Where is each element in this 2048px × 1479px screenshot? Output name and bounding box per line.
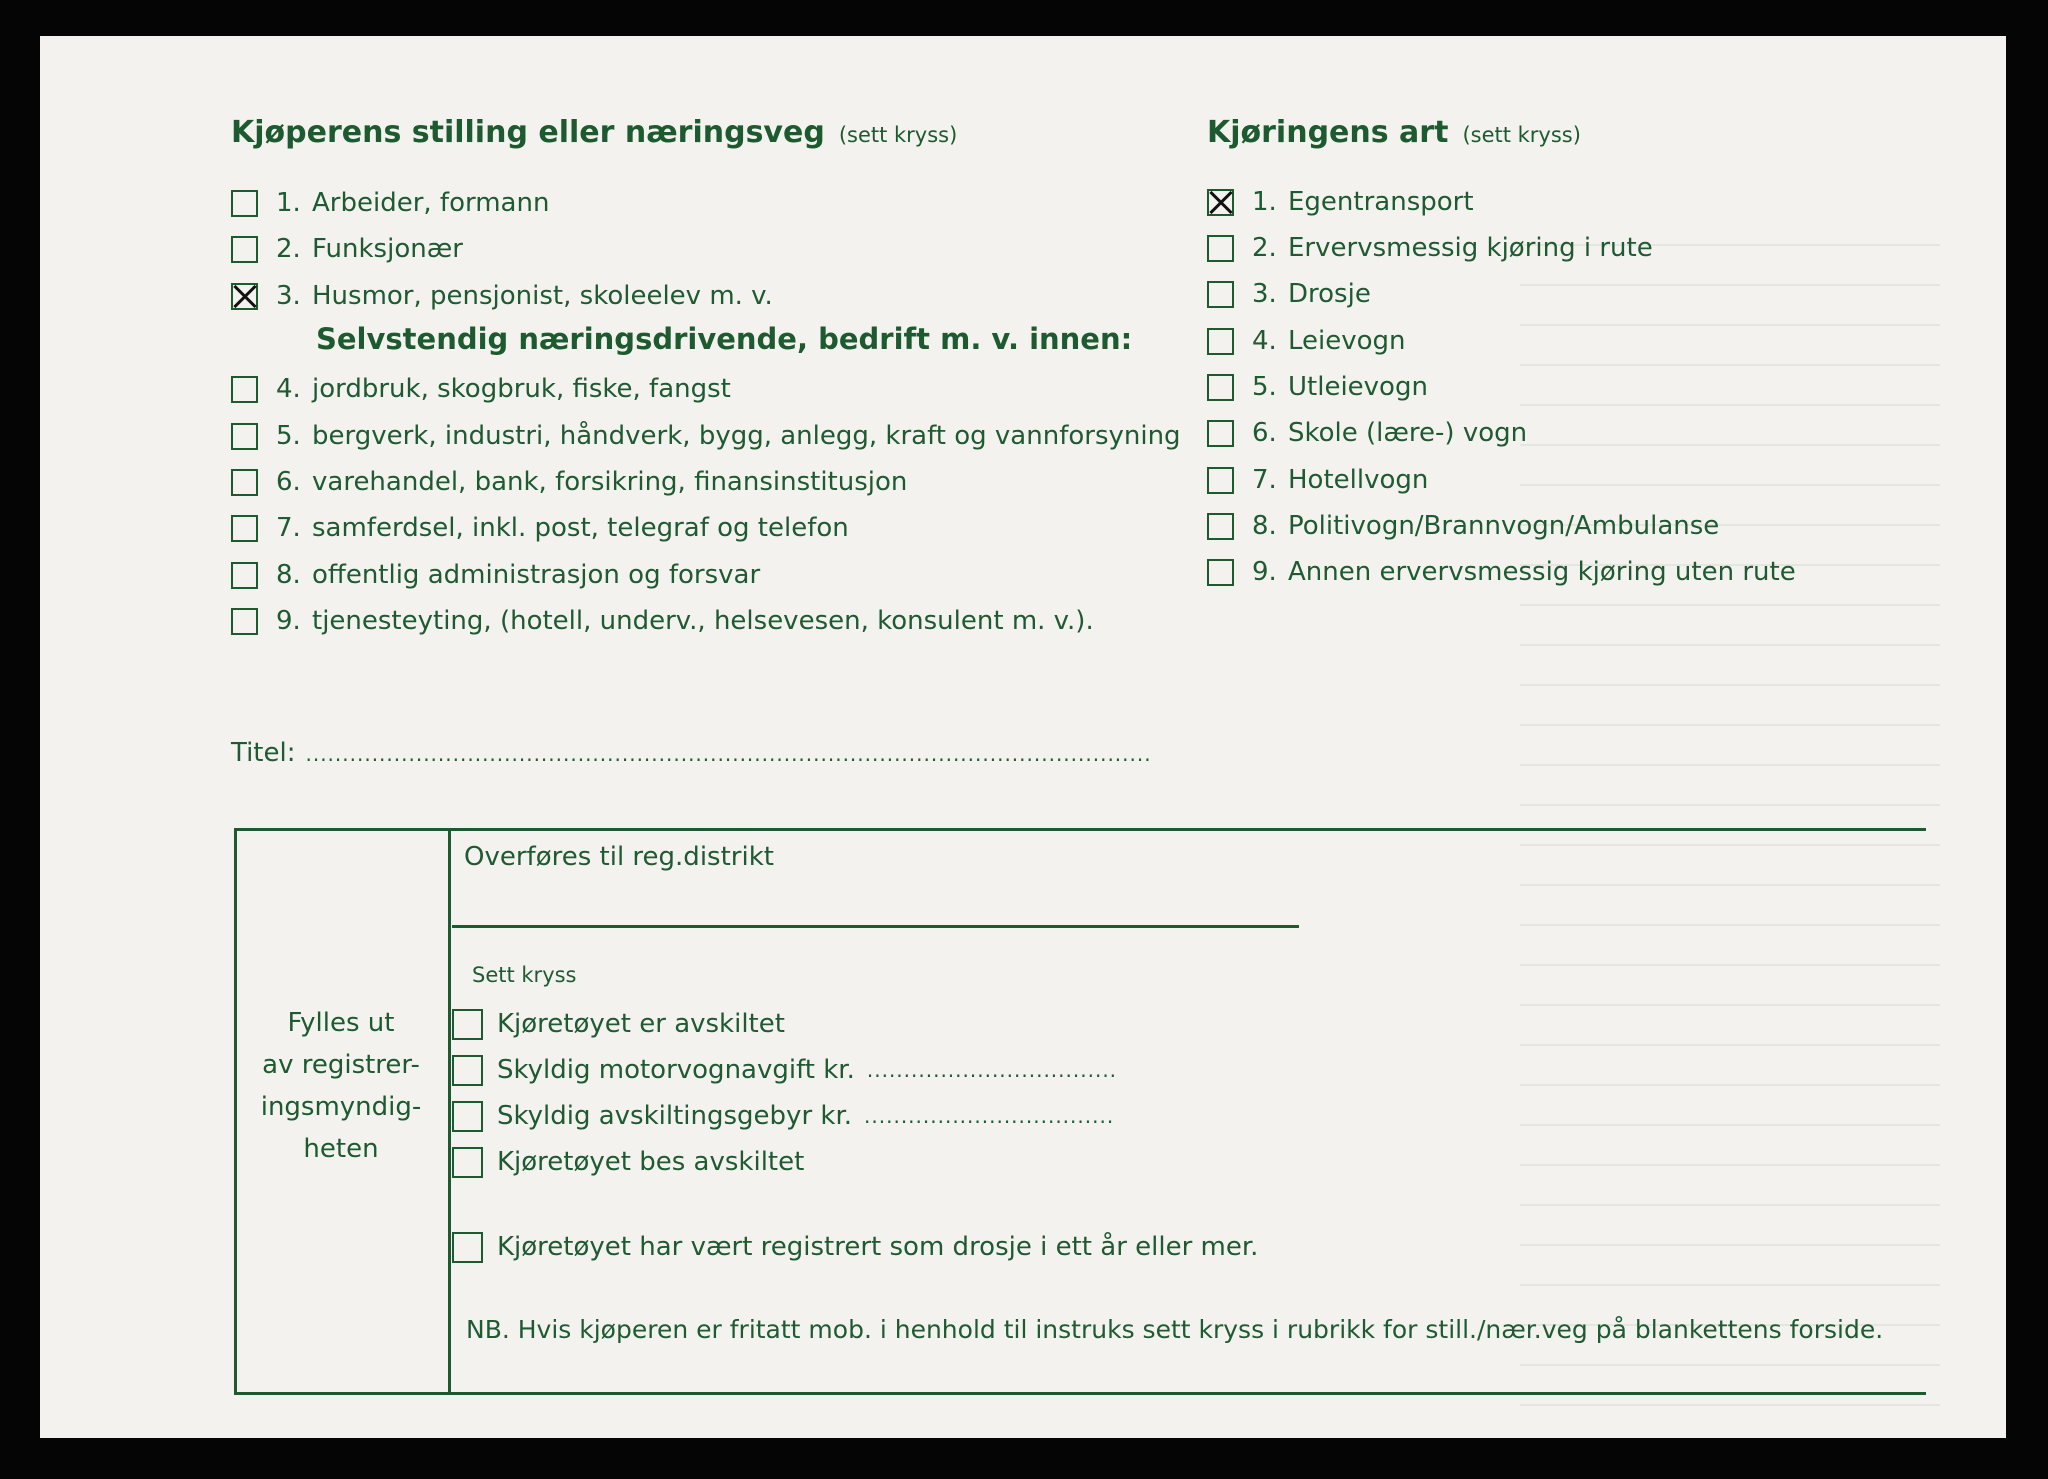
checkbox[interactable] <box>231 608 258 635</box>
option-number: 4. <box>1252 326 1277 356</box>
option-number: 1. <box>276 188 301 218</box>
registry-side-label <box>237 1002 445 1170</box>
registry-option-avskiltet[interactable] <box>452 1004 785 1044</box>
option-label: jordbruk, skogbruk, fiske, fangst <box>312 374 731 404</box>
title-field-label: Titel: <box>231 738 296 768</box>
option-label: Kjøretøyet er avskiltet <box>497 1009 785 1039</box>
occupation-option-7[interactable] <box>231 508 849 548</box>
option-label: Drosje <box>1288 279 1371 309</box>
option-number: 2. <box>276 234 301 264</box>
option-label: Skyldig motorvognavgift kr. <box>497 1055 855 1085</box>
occupation-option-8[interactable] <box>231 555 760 595</box>
driving-type-heading <box>1207 115 1581 150</box>
nb-note: NB. Hvis kjøperen er fritatt mob. i henhold til instruks sett kryss i rubrikk for still./nær.veg på blankettens forside. <box>466 1315 1884 1344</box>
registry-option-motorvognavgift[interactable] <box>452 1050 1117 1090</box>
option-label: Annen ervervsmessig kjøring uten rute <box>1288 557 1796 587</box>
side-label-line-3: ingsmyndig- <box>260 1092 422 1122</box>
checkbox[interactable] <box>1207 467 1234 494</box>
occupation-option-6[interactable] <box>231 462 907 502</box>
checkbox[interactable] <box>231 236 258 263</box>
title-field[interactable] <box>231 738 1152 768</box>
option-label: Ervervsmessig kjøring i rute <box>1288 233 1653 263</box>
option-number: 2. <box>1252 233 1277 263</box>
option-label: Skole (lære-) vogn <box>1288 418 1528 448</box>
transfer-district-label: Overføres til reg.distrikt <box>464 842 774 872</box>
checkbox[interactable] <box>1207 374 1234 401</box>
title-field-dots[interactable]: ................................................................................................................... <box>305 742 1152 766</box>
registry-option-avskiltingsgebyr[interactable] <box>452 1096 1114 1136</box>
checkbox[interactable] <box>452 1232 483 1263</box>
buyer-occupation-hint: (sett kryss) <box>838 123 958 147</box>
driving-option-1[interactable] <box>1207 182 1474 222</box>
checkbox[interactable] <box>452 1147 483 1178</box>
side-label-line-4: heten <box>303 1134 379 1164</box>
option-number: 7. <box>1252 465 1277 495</box>
option-label: Skyldig avskiltingsgebyr kr. <box>497 1101 853 1131</box>
checkbox[interactable] <box>1207 559 1234 586</box>
transfer-district-line[interactable] <box>452 925 1299 928</box>
option-number: 4. <box>276 374 301 404</box>
option-label: Kjøretøyet bes avskiltet <box>497 1147 805 1177</box>
checkbox[interactable] <box>231 515 258 542</box>
checkbox[interactable] <box>1207 513 1234 540</box>
self-employed-subheading: Selvstendig næringsdrivende, bedrift m. v. innen: <box>316 322 1133 356</box>
option-label: Kjøretøyet har vært registrert som drosje i ett år eller mer. <box>497 1232 1259 1262</box>
option-label: Politivogn/Brannvogn/Ambulanse <box>1288 511 1720 541</box>
checkbox[interactable] <box>231 469 258 496</box>
driving-option-5[interactable] <box>1207 367 1428 407</box>
option-number: 8. <box>1252 511 1277 541</box>
option-label: bergverk, industri, håndverk, bygg, anlegg, kraft og vannforsyning <box>312 421 1181 451</box>
driving-option-4[interactable] <box>1207 321 1406 361</box>
option-label: Hotellvogn <box>1288 465 1429 495</box>
option-number: 5. <box>1252 372 1277 402</box>
checkbox[interactable] <box>231 190 258 217</box>
amount-dots[interactable]: .................................. <box>866 1058 1118 1082</box>
option-number: 9. <box>276 606 301 636</box>
driving-option-9[interactable] <box>1207 552 1796 592</box>
amount-dots[interactable]: .................................. <box>864 1104 1115 1128</box>
checkbox[interactable] <box>1207 281 1234 308</box>
checkbox-checked[interactable] <box>231 283 258 310</box>
occupation-option-3[interactable] <box>231 276 773 316</box>
buyer-occupation-title: Kjøperens stilling eller næringsveg <box>231 115 825 150</box>
occupation-option-5[interactable] <box>231 416 1181 456</box>
option-number: 3. <box>1252 279 1277 309</box>
occupation-option-2[interactable] <box>231 229 463 269</box>
checkbox[interactable] <box>231 376 258 403</box>
option-number: 1. <box>1252 187 1277 217</box>
side-label-line-2: av registrer- <box>262 1050 420 1080</box>
box-divider <box>448 828 451 1395</box>
registry-option-bes-avskiltet[interactable] <box>452 1142 804 1182</box>
occupation-option-4[interactable] <box>231 369 731 409</box>
option-label: Husmor, pensjonist, skoleelev m. v. <box>312 281 773 311</box>
option-number: 3. <box>276 281 301 311</box>
driving-option-2[interactable] <box>1207 228 1653 268</box>
checkbox[interactable] <box>1207 235 1234 262</box>
checkbox[interactable] <box>231 562 258 589</box>
side-label-line-1: Fylles ut <box>287 1008 395 1038</box>
driving-type-hint: (sett kryss) <box>1462 123 1581 147</box>
option-label: Leievogn <box>1288 326 1406 356</box>
occupation-option-1[interactable] <box>231 183 549 223</box>
registry-option-drosje[interactable] <box>452 1227 1258 1267</box>
option-label: offentlig administrasjon og forsvar <box>312 560 761 590</box>
option-label: Arbeider, formann <box>312 188 550 218</box>
driving-option-8[interactable] <box>1207 506 1719 546</box>
option-number: 7. <box>276 513 301 543</box>
option-number: 5. <box>276 421 301 451</box>
driving-option-7[interactable] <box>1207 460 1428 500</box>
driving-option-3[interactable] <box>1207 274 1371 314</box>
option-number: 6. <box>1252 418 1277 448</box>
checkbox-checked[interactable] <box>1207 189 1234 216</box>
option-label: varehandel, bank, forsikring, finansinstitusjon <box>312 467 908 497</box>
option-number: 6. <box>276 467 301 497</box>
checkbox[interactable] <box>1207 420 1234 447</box>
buyer-occupation-heading <box>231 115 957 150</box>
option-label: samferdsel, inkl. post, telegraf og telefon <box>312 513 849 543</box>
checkbox[interactable] <box>452 1009 483 1040</box>
checkbox[interactable] <box>231 423 258 450</box>
option-label: tjenesteyting, (hotell, underv., helsevesen, konsulent m. v.). <box>312 606 1094 636</box>
option-number: 9. <box>1252 557 1277 587</box>
option-label: Funksjonær <box>312 234 463 264</box>
driving-type-title: Kjøringens art <box>1207 115 1449 150</box>
checkbox[interactable] <box>452 1101 483 1132</box>
sett-kryss-label: Sett kryss <box>472 963 577 987</box>
option-label: Utleievogn <box>1288 372 1428 402</box>
option-label: Egentransport <box>1288 187 1474 217</box>
option-number: 8. <box>276 560 301 590</box>
occupation-option-9[interactable] <box>231 601 1094 641</box>
checkbox[interactable] <box>1207 328 1234 355</box>
checkbox[interactable] <box>452 1055 483 1086</box>
driving-option-6[interactable] <box>1207 413 1527 453</box>
